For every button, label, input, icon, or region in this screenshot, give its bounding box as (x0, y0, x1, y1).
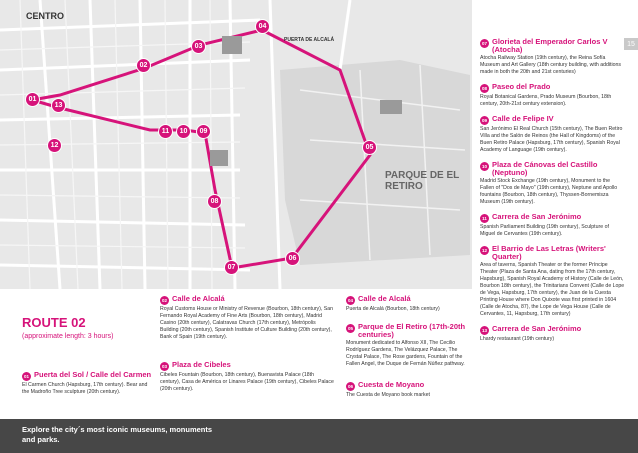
map-stop-01[interactable]: 01 (25, 92, 40, 107)
entry-body: Lhardy restaurant (19th century) (480, 336, 555, 342)
badge-06: 06 (347, 384, 353, 389)
entry-title: Calle de Alcalá (358, 294, 411, 303)
route-subtitle: (approximate length: 3 hours) (22, 333, 114, 340)
map-label-centro: CENTRO (26, 11, 64, 21)
entry-title: Cuesta de Moyano (358, 380, 425, 389)
map-stop-07[interactable]: 07 (224, 260, 239, 275)
entry-body: Area of taverns, Spanish Theater or the former Príncipe Theater (Plaza de Santa Ana, dating from the 17th century, Hapsburg), Spanish Royal Academy of History (Calle de León, Bourbon 18th century), the Trinitarians Convent (Calle de Lope de Vega, Hapsburg, 17th century), the Juan de la Cuesta Printing House where Don Quixote was first printed in 1604 (Calle de Atocha, 87), the Lope de Vega House (Calle de Cervantes, 11, Hapsburg, 17th century) (480, 262, 625, 317)
map-label-puerta: PUERTA DE ALCALÁ (284, 37, 335, 43)
entry-title: Calle de Alcalá (172, 294, 225, 303)
entry-02 (160, 295, 335, 341)
badge-07: 07 (481, 41, 487, 46)
badge-08: 08 (481, 86, 487, 91)
entry-01 (22, 371, 152, 396)
entry-09 (480, 115, 625, 154)
entry-body: The Cuesta de Moyano book market (346, 392, 430, 398)
entry-body: Spanish Parliament Building (19th century), Sculpture of Miguel de Cervantes (19th century). (480, 224, 609, 237)
badge-01: 01 (23, 374, 29, 379)
map-stop-06[interactable]: 06 (285, 251, 300, 266)
entry-10 (480, 161, 625, 206)
badge-11: 11 (480, 214, 489, 223)
entry-title: El Barrio de Las Letras (Writers' Quarter) (492, 244, 606, 261)
map-stop-09[interactable]: 09 (196, 124, 211, 139)
entry-07 (480, 38, 625, 76)
badge-09: 09 (481, 118, 487, 123)
badge-12: 12 (481, 248, 487, 253)
route-title: ROUTE 02 (22, 315, 86, 330)
entry-04 (346, 295, 471, 313)
map-stop-13[interactable]: 13 (51, 98, 66, 113)
entry-title: Carrera de San Jerónimo (492, 324, 582, 333)
entry-body: San Jerónimo El Real Church (15th century), The Buen Retiro Villa and the Salón de Reinos (the Hall of Kingdoms) of the Buen Retiro Palace (Hapsburg, 17th century), Spanish Royal Academy of Language (19th century). (480, 126, 623, 153)
entry-body: Royal Customs House or Ministry of Revenue (Bourbon, 18th century), San Fernando Royal Academy of Fine Arts (Bourbon, 18th century), Madrid Casino (20th century), Calatravas Church (17th century), Metrópolis Building (20th century), Spanish Institute of Culture Building (20th century), Bank of Spain (19th century). (160, 306, 333, 340)
footer-text: Explore the city´s most iconic museums, monuments and parks. (22, 425, 213, 444)
badge-10: 10 (481, 164, 487, 169)
retiro-landmark (380, 100, 402, 114)
badge-03: 03 (161, 364, 167, 369)
badge-02: 02 (161, 298, 167, 303)
map-stop-11[interactable]: 11 (158, 124, 173, 139)
map-stop-10[interactable]: 10 (176, 124, 191, 139)
map-streets (0, 0, 472, 289)
entry-body: El Carmen Church (Hapsburg, 17th century). Bear and the Madroño Tree sculpture (20th century). (22, 382, 148, 395)
entry-11 (480, 213, 625, 238)
entry-title: Paseo del Prado (492, 82, 551, 91)
prado-landmark (210, 150, 228, 166)
map-stop-04[interactable]: 04 (255, 19, 270, 34)
entry-body: Madrid Stock Exchange (19th century), Monument to the Fallen of "Dos de Mayo" (19th century), Neptune and Apollo fountains (Bourbon, 18th century), Thyssen-Bornemisza Museum (19th century). (480, 178, 618, 205)
badge-05: 05 (347, 326, 353, 331)
cibeles-landmark (222, 36, 242, 54)
page-number: 15 (624, 38, 638, 50)
entry-title: Parque de El Retiro (17th-20th centuries) (358, 322, 466, 339)
entry-title: Glorieta del Emperador Carlos V (Atocha) (492, 37, 608, 54)
route-map[interactable] (0, 0, 472, 289)
entry-03 (160, 361, 335, 393)
badge-13: 13 (481, 328, 487, 333)
map-stop-08[interactable]: 08 (207, 194, 222, 209)
map-stop-05[interactable]: 05 (362, 140, 377, 155)
entry-body: Cibeles Fountain (Bourbon, 18th century), Buenavista Palace (18th century), Casa de América or Linares Palace (19th century), Cibeles Palace (20th century). (160, 372, 334, 392)
map-stop-03[interactable]: 03 (191, 39, 206, 54)
bottom-section (0, 289, 638, 419)
entry-body: Atocha Railway Station (19th century), the Reina Sofía Museum and Art Gallery (18th century building, with additions made in both the 20th and 21st centuries) (480, 55, 621, 75)
entry-body: Monument dedicated to Alfonso XII, The Cecilio Rodríguez Gardens, The Velázquez Palace, The Crystal Palace, The Rose gardens, Fountain of the Fallen Angel, the Duque de Fernán Núñez pathway. (346, 340, 465, 367)
entry-title: Carrera de San Jerónimo (492, 212, 582, 221)
map-stop-12[interactable]: 12 (47, 138, 62, 153)
entry-title: Puerta del Sol / Calle del Carmen (34, 370, 152, 379)
footer-bar (0, 419, 638, 453)
entry-06 (346, 381, 471, 399)
entry-title: Plaza de Cánovas del Castillo (Neptuno) (492, 160, 598, 177)
map-label-parque: PARQUE DE EL RETIRO (385, 170, 460, 192)
badge-04: 04 (347, 298, 353, 303)
map-stop-02[interactable]: 02 (136, 58, 151, 73)
entry-title: Calle de Felipe IV (492, 114, 554, 123)
entry-08 (480, 83, 625, 108)
entry-title: Plaza de Cibeles (172, 360, 231, 369)
entry-body: Puerta de Alcalá (Bourbon, 18th century) (346, 306, 440, 312)
entry-body: Royal Botanical Gardens, Prado Museum (Bourbon, 18th century, 20th-21st century extension). (480, 94, 612, 107)
entry-05 (346, 323, 471, 368)
